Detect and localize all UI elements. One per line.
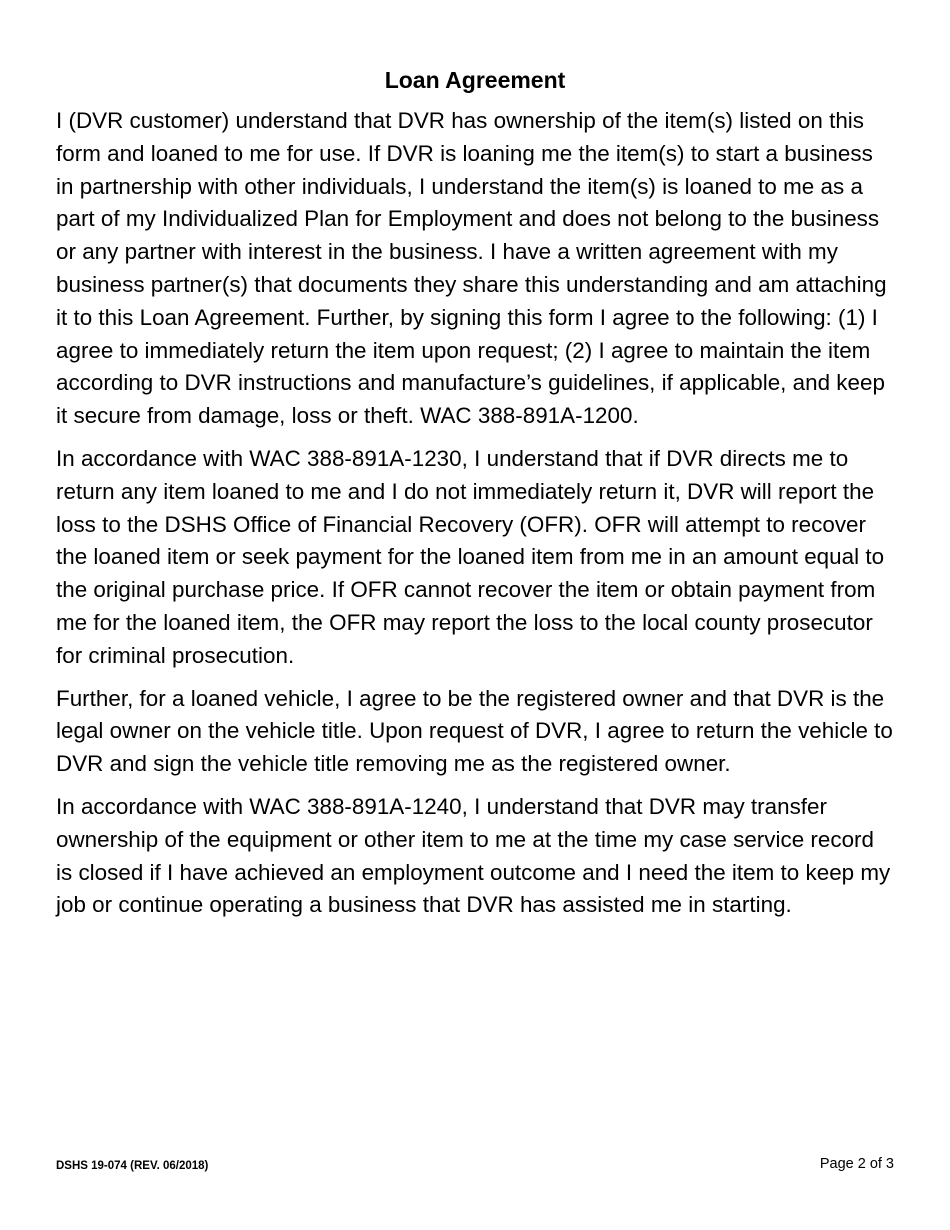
transfer-paragraph: In accordance with WAC 388-891A-1240, I understand that DVR may transfer ownership of the equipment or other item to me at the time my case service record is closed if I have achieved an employment outcome and I need the item to keep my job or continue operating a business that DVR has assisted me in starting. [56,793,891,918]
page-number: Page 2 of 3 [819,1156,894,1172]
vehicle-paragraph: Further, for a loaned vehicle, I agree to be the registered owner and that DVR is the legal owner on the vehicle title. Upon request of DVR, I agree to return the vehicle to DVR and sign the vehicle title removing me as the registered owner. [56,685,893,777]
page-title: Loan Agreement [384,67,566,93]
ownership-paragraph: I (DVR customer) understand that DVR has ownership of the item(s) listed on this form and loaned to me for use. If DVR is loaning me the item(s) to start a business in partnership with other individuals, I understand the item(s) is loaned to me as a part of my Individualized Plan for Employment and does not belong to the business or any partner with interest in the business. I have a written agreement with my business partner(s) that documents they share this understanding and am attaching it to this Loan Agreement. Further, by signing this form I agree to the following: (1) I agree to immediately return the item upon request; (2) I agree to maintain the item according to DVR instructions and manufacture’s guidelines, if applicable, and keep it secure from damage, loss or theft. WAC 388-891A-1200. [56,108,887,429]
form-number: DSHS 19-074 (REV. 06/2018) [56,1160,209,1172]
agreement-body [56,105,896,932]
recovery-paragraph: In accordance with WAC 388-891A-1230, I understand that if DVR directs me to return any item loaned to me and I do not immediately return it, DVR will report the loss to the DSHS Office of Financial Recovery (OFR). OFR will attempt to recover the loaned item or seek payment for the loaned item from me in an amount equal to the original purchase price. If OFR cannot recover the item or obtain payment from me for the loaned item, the OFR may report the loss to the local county prosecutor for criminal prosecution. [56,445,885,668]
